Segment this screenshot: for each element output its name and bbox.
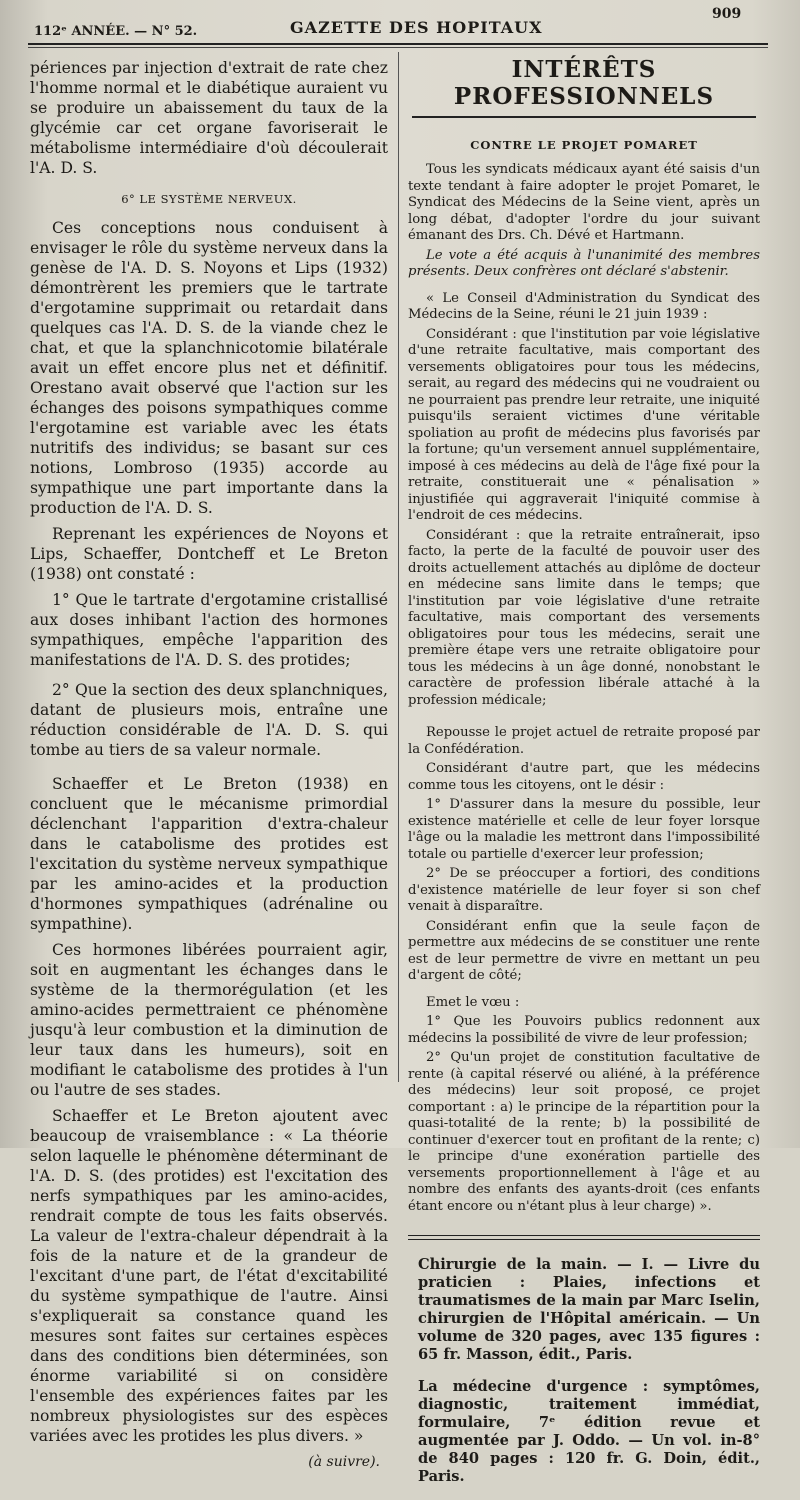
paragraph: 2° Que la section des deux splanchniques, datant de plusieurs mois, entraîne une réduction considérable de l'A. D. S. qui tombe au tiers de sa valeur normale. xyxy=(30,681,388,759)
journal-title: GAZETTE DES HOPITAUX xyxy=(290,18,543,37)
paragraph: Emet le vœu : xyxy=(426,994,520,1010)
paragraph: Schaeffer et Le Breton (1938) en concluent que le mécanisme primordial déclenchant l'apparition d'extra-chaleur dans le catabolisme des protides est l'excitation du système nerveux sympathique par les amino-acides et la production d'hormones sympathiques (adrénaline ou sympathine). xyxy=(30,775,388,933)
paragraph: Considérant : que la retraite entraînerait, ipso facto, la perte de la faculté de pouvoir user des droits actuellement attachés au diplôme de docteur en médecine sans limite dans le temps; que l'institution par voie législative d'une retraite facultative, mais comportant des versements obligatoires pour tous les médecins, serait une première étape vers une retraite obligatoire pour tous les médecins à un âge donné, nonobstant le caractère de profession libérale attaché à la profession médicale; xyxy=(408,527,760,708)
header-rule xyxy=(28,43,768,45)
right-column xyxy=(408,52,760,1500)
paragraph: 1° Que les Pouvoirs publics redonnent aux médecins la possibilité de vivre de leur profession; xyxy=(408,1014,760,1046)
paragraph: Ces hormones libérées pourraient agir, soit en augmentant les échanges dans le système de la thermorégulation (et les amino-acides permettraient ce phénomène jusqu'à leur combustion et la diminution de leur taux dans les humeurs), soit en modifiant le catabolisme des protides à l'un ou l'autre de ses stades. xyxy=(30,941,388,1099)
paragraph: Considérant : que l'institution par voie législative d'une retraite facultative, mais comportant des versements obligatoires pour tous les médecins, serait, au regard des médecins qui ne voudraient ou ne pourraient pas prendre leur retraite, une iniquité puisqu'ils seraient victimes d'une véritable spoliation au profit de médecins plus favorisés par la fortune; qu'un versement annuel supplémentaire, imposé à ces médecins au delà de l'âge fixé pour la retraite, constituerait une « pénalisation » injustifiée qui aggraverait l'iniquité commise à l'endroit de ces médecins. xyxy=(408,326,760,523)
paragraph: Le vote a été acquis à l'unanimité des membres présents. Deux confrères ont déclaré s'abstenir. xyxy=(408,247,760,279)
paragraph: Reprenant les expériences de Noyons et Lips, Schaeffer, Dontcheff et Le Breton (1938) ont constaté : xyxy=(30,525,388,583)
column-divider xyxy=(398,52,399,1082)
section-heading: 6° LE SYSTÈME NERVEUX. xyxy=(121,192,297,206)
paragraph: 1° Que le tartrate d'ergotamine cristallisé aux doses inhibant l'action des hormones sympathiques, empêche l'apparition des manifestations de l'A. D. S. des protides; xyxy=(30,591,388,669)
paragraph: 1° D'assurer dans la mesure du possible, leur existence matérielle et celle de leur foyer lorsque l'âge ou la maladie les mettront dans l'impossibilité totale ou partielle d'exercer leur profession; xyxy=(408,797,760,862)
page-header xyxy=(0,0,800,50)
left-column xyxy=(30,58,388,1470)
header-rule-thin xyxy=(28,47,768,48)
paragraph: Tous les syndicats médicaux ayant été saisis d'un texte tendant à faire adopter le projet Pomaret, le Syndicat des Médecins de la Seine vient, après un long débat, d'adopter l'ordre du jour suivant émanant des Drs. Ch. Dévé et Hartmann. xyxy=(408,162,760,243)
paragraph: 2° De se préoccuper a fortiori, des conditions d'existence matérielle de leur foyer si son chef venait à disparaître. xyxy=(408,866,760,914)
page-number: 909 xyxy=(712,6,742,22)
book-notice: Chirurgie de la main. — I. — Livre du praticien : Plaies, infections et traumatismes de la main par Marc Iselin, chirurgien de l'Hôpital américain. — Un volume de 320 pages, avec 135 figures : 65 fr. Masson, édit., Paris. xyxy=(418,1256,760,1363)
paragraph: Ces conceptions nous conduisent à envisager le rôle du système nerveux dans la genèse de l'A. D. S. Noyons et Lips (1932) démontrèrent les premiers que le tartrate d'ergotamine supprimait ou retardait dans quelques cas l'A. D. S. de la viande chez le chat, et que la splanchnicotomie bilatérale avait un effet encore plus net et définitif. Orestano avait observé que l'action sur les échanges des poisons sympathiques comme l'ergotamine est variable avec les états nutritifs des individus; se basant sur ces notions, Lombroso (1935) accorde au sympathique une part importante dans la production de l'A. D. S. xyxy=(30,219,388,517)
paragraph: périences par injection d'extrait de rate chez l'homme normal et le diabétique auraient vu se produire un abaissement du taux de la glycémie car cet organe favoriserait le métabolisme intermédiaire d'où découlerait l'A. D. S. xyxy=(30,59,388,177)
section-title: INTÉRÊTS PROFESSIONNELS xyxy=(453,56,715,110)
paragraph: Schaeffer et Le Breton ajoutent avec beaucoup de vraisemblance : « La théorie selon laquelle le phénomène déterminant de l'A. D. S. (des protides) est l'excitation des nerfs sympathiques par les amino-acides, rendrait compte de tous les faits observés. La valeur de l'extra-chaleur dépendrait à la fois de la nature et de la grandeur de l'excitant d'une part, de l'état d'excitabilité du système sympathique de l'autre. Ainsi s'expliquerait sa constance quand les mesures sont faites sur certaines espèces dans des conditions bien déterminées, son énorme variabilité si on considère l'ensemble des expériences faites par les nombreux physiologistes sur des espèces variées avec les protides les plus divers. » xyxy=(30,1107,388,1445)
book-notice: La médecine d'urgence : symptômes, diagnostic, traitement immédiat, formulaire, 7ᵉ édition revue et augmentée par J. Oddo. — Un vol. in-8° de 840 pages : 120 fr. G. Doin, édit., Paris. xyxy=(418,1378,760,1485)
section-rule xyxy=(408,1235,760,1240)
paragraph: « Le Conseil d'Administration du Syndicat des Médecins de la Seine, réuni le 21 juin 1939 : xyxy=(408,290,760,322)
paragraph: Considérant enfin que la seule façon de permettre aux médecins de se constituer une rente est de leur permettre de vivre en mettant un peu d'argent de côté; xyxy=(408,918,760,983)
to-be-continued: (à suivre). xyxy=(308,1454,380,1470)
article-subtitle: CONTRE LE PROJET POMARET xyxy=(470,138,698,152)
paragraph: 2° Qu'un projet de constitution facultative de rente (à capital réservé ou aliéné, à la préférence des médecins) leur soit proposé, ce projet comportant : a) le principe de la répartition pour la quasi-totalité de la rente; b) la possibilité de continuer d'exercer tout en profitant de la rente; c) le principe d'une exonération partielle des versements proportionnellement à l'âge et au nombre des enfants des ayants-droit (ces enfants étant encore ou n'étant plus à leur charge) ». xyxy=(408,1050,760,1214)
paragraph: Considérant d'autre part, que les médecins comme tous les citoyens, ont le désir : xyxy=(408,761,760,793)
paragraph: Repousse le projet actuel de retraite proposé par la Confédération. xyxy=(408,725,760,757)
title-rule xyxy=(412,116,756,118)
issue-label: 112ᵉ ANNÉE. — N° 52. xyxy=(34,24,198,39)
